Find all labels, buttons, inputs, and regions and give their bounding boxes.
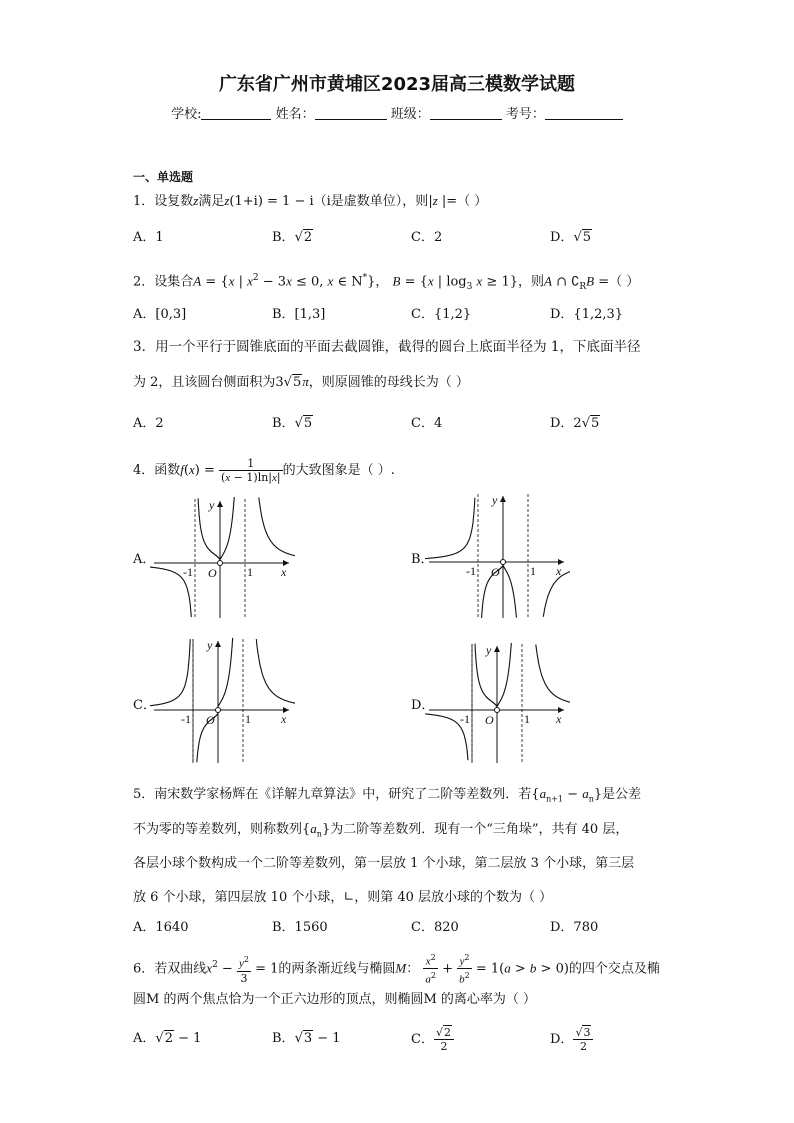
tick-label-neg-one: -1 xyxy=(183,565,193,579)
question-6-line2: 圆M 的两个焦点恰为一个正六边形的顶点，则椭圆M 的离心率为（ ） xyxy=(133,992,537,1007)
name-field[interactable] xyxy=(315,106,387,120)
q2-option-c[interactable]: C．{1,2} xyxy=(411,307,472,322)
q2-option-b[interactable]: B．[1,3] xyxy=(272,307,326,322)
question-5-line4: 放 6 个小球，第四层放 10 个小球，∟，则第 40 层放小球的个数为（ ） xyxy=(133,890,553,905)
q4-fraction: $\frac{1}{(x - 1)\ln|x|}$ xyxy=(221,456,281,484)
q4-option-d-label[interactable]: D． xyxy=(411,698,435,713)
question-6-line1: 6．若双曲线$x^2$ − $\frac{y^2}{3}$ = 1的两条渐近线与椭圆M： $\frac{x^2}{a^2}$ + $\frac{y^2}{b^2}$ = 1(a > b > 0)的四个交点及椭 xyxy=(133,952,660,986)
function-curve xyxy=(218,638,232,707)
tick-label-neg-one: -1 xyxy=(181,712,191,726)
student-info-line xyxy=(0,103,794,122)
question-5-line2: 不为零的等差数列，则称数列$\{a_n\}$为二阶等差数列．现有一个“三角垛”，共有 40 层， xyxy=(133,821,629,839)
class-field[interactable] xyxy=(430,106,502,120)
q4-graph-a[interactable] xyxy=(150,495,295,620)
q6-option-c[interactable]: C． $\frac{√2}{2}$ xyxy=(411,1022,454,1058)
origin-hole xyxy=(495,708,500,713)
q1-option-c[interactable]: C．2 xyxy=(411,230,443,245)
question-1-stem: 1．设复数z满足z(1+i) = 1 − i（i是虚数单位），则|z |=（ ） xyxy=(133,193,488,209)
function-curve xyxy=(497,643,511,707)
exam-no-field[interactable] xyxy=(545,106,623,120)
school-field[interactable] xyxy=(201,106,271,120)
y-axis-arrow xyxy=(494,646,500,652)
q4-graph-b[interactable] xyxy=(425,490,570,620)
q2-option-d[interactable]: D．{1,2,3} xyxy=(550,307,624,322)
function-curve xyxy=(425,498,475,560)
q1-option-d[interactable]: D．√5 xyxy=(550,230,592,245)
name-label: 姓名： xyxy=(275,107,315,122)
y-axis-arrow xyxy=(215,641,221,647)
q6-option-d[interactable]: D． $\frac{√3}{2}$ xyxy=(550,1022,593,1058)
q6-option-a[interactable]: A．√2 − 1 xyxy=(133,1031,202,1046)
q4-option-c-label[interactable]: C． xyxy=(133,698,156,713)
tick-label-one: 1 xyxy=(247,565,253,579)
tick-label-one: 1 xyxy=(524,712,530,726)
y-axis-label: y xyxy=(209,498,215,512)
origin-label: O xyxy=(491,565,500,579)
section-heading: 一、单选题 xyxy=(133,170,194,184)
y-axis-arrow xyxy=(500,496,506,502)
function-curve xyxy=(150,639,190,708)
x-axis-label: x xyxy=(556,564,562,578)
tick-label-one: 1 xyxy=(245,712,251,726)
q5-option-c[interactable]: C．820 xyxy=(411,920,459,935)
x-axis-label: x xyxy=(281,712,287,726)
function-curve xyxy=(259,497,295,560)
y-axis-label: y xyxy=(492,493,498,507)
q3-option-d[interactable]: D．2√5 xyxy=(550,416,600,431)
x-axis-label: x xyxy=(281,565,287,579)
q5-option-a[interactable]: A．1640 xyxy=(133,920,189,935)
q4-option-b-label[interactable]: B． xyxy=(411,552,434,567)
origin-hole xyxy=(218,561,223,566)
q1-option-b[interactable]: B．√2 xyxy=(272,230,313,245)
exam-title: 广东省广州市黄埔区2023届高三模数学试题 xyxy=(218,74,576,95)
q5-option-b[interactable]: B．1560 xyxy=(272,920,328,935)
question-3-line1: 3．用一个平行于圆锥底面的平面去截圆锥，截得的圆台上底面半径为 1，下底面半径 xyxy=(133,339,641,355)
q4-graph-d[interactable] xyxy=(425,640,570,765)
tick-label-one: 1 xyxy=(530,564,536,578)
question-2-stem: 2．设集合A = {x | $x^2 - 3x \le 0$, x ∈ N*}， B = {x | $\log_3 x \ge 1$}，则A ∩ $∁_RB$ =（ ） xyxy=(133,273,640,292)
q5-option-d[interactable]: D．780 xyxy=(550,920,599,935)
class-label: 班级： xyxy=(390,107,430,122)
origin-label: O xyxy=(485,713,494,727)
exam-no-label: 考号： xyxy=(505,107,545,122)
q4-graph-c[interactable] xyxy=(150,635,295,765)
q2-option-a[interactable]: A．[0,3] xyxy=(133,307,187,322)
origin-hole xyxy=(501,560,506,565)
function-curve xyxy=(256,639,295,707)
y-axis-label: y xyxy=(486,643,492,657)
question-3-line2: 为 2，且该圆台侧面积为3√5π，则原圆锥的母线长为（ ） xyxy=(133,374,469,390)
origin-hole xyxy=(216,708,221,713)
origin-label: O xyxy=(206,713,215,727)
q4-option-a-label[interactable]: A． xyxy=(133,552,156,567)
school-label: 学校: xyxy=(171,107,202,122)
question-5-line3: 各层小球个数构成一个二阶等差数列，第一层放 1 个小球，第二层放 3 个小球，第三层 xyxy=(133,856,635,871)
question-5-line1: 5．南宋数学家杨辉在《详解九章算法》中，研究了二阶等差数列．若$\{a_{n+1} - a_n\}$是公差 xyxy=(133,786,642,804)
y-axis-label: y xyxy=(207,638,213,652)
q3-option-a[interactable]: A．2 xyxy=(133,416,164,431)
function-curve xyxy=(536,644,570,707)
q3-option-c[interactable]: C．4 xyxy=(411,416,443,431)
question-4-stem: 4．函数f(x) = $\frac{1}{(x - 1)\ln|x|}$ 的大致图象是（ ）. xyxy=(133,456,395,484)
q6-option-b[interactable]: B．√3 − 1 xyxy=(272,1031,341,1046)
tick-label-neg-one: -1 xyxy=(460,712,470,726)
x-axis-label: x xyxy=(556,712,562,726)
origin-label: O xyxy=(208,566,217,580)
tick-label-neg-one: -1 xyxy=(466,564,476,578)
y-axis-arrow xyxy=(217,501,223,507)
q1-option-a[interactable]: A．1 xyxy=(133,230,164,245)
function-curve xyxy=(503,566,516,618)
q3-option-b[interactable]: B．√5 xyxy=(272,416,313,431)
